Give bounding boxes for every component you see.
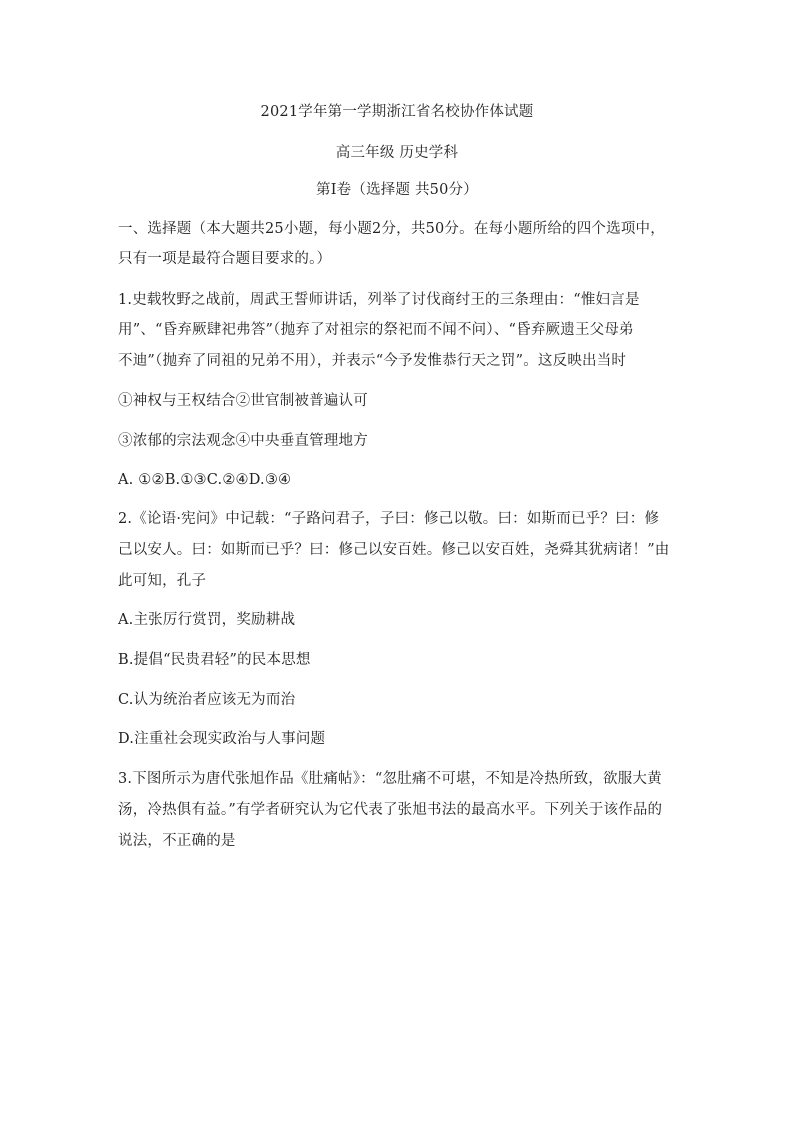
exam-title: 2021学年第一学期浙江省名校协作体试题 <box>260 104 534 120</box>
question-2-option-b: B.提倡“民贵君轻”的民本思想 <box>118 652 311 668</box>
exam-subtitle: 高三年级 历史学科 <box>335 145 459 161</box>
question-2-option-d: D.注重社会现实政治与人事问题 <box>118 731 326 747</box>
question-3-stem-line-1: 3.下图所示为唐代张旭作品《肚痛帖》：“忽肚痛不可堪，不知是冷热所致，欲服大黄 <box>118 771 662 787</box>
question-2-stem-line-2: 己以安人。曰：如斯而已乎？曰：修己以安百姓。修己以安百姓，尧舜其犹病诸！”由 <box>118 542 670 558</box>
question-1-stem-line-3: 不迪”（抛弃了同祖的兄弟不用），并表示“今予发惟恭行天之罚”。这反映出当时 <box>118 353 627 369</box>
question-2-stem-line-1: 2.《论语·宪问》中记载：“子路问君子，子曰：修己以敬。曰：如斯而已乎？曰：修 <box>118 511 660 527</box>
question-2-option-c: C.认为统治者应该无为而治 <box>118 692 296 708</box>
question-1-stem-line-1: 1.史载牧野之战前，周武王誓师讲话，列举了讨伐商纣王的三条理由：“惟妇言是 <box>118 292 640 308</box>
question-2-option-a: A.主张厉行赏罚，奖励耕战 <box>118 612 296 628</box>
question-1-stem-line-2: 用”、“昏弃厥肆祀弗答”（抛弃了对祖宗的祭祀而不闻不问）、“昏弃厥遗王父母弟 <box>118 322 634 338</box>
instructions-line-2: 只有一项是最符合题目要求的。） <box>118 251 332 267</box>
question-1-options: A. ①②B.①③C.②④D.③④ <box>118 472 292 488</box>
section-heading: 第I卷（选择题 共50分） <box>316 182 478 198</box>
question-2-stem-line-3: 此可知，孔子 <box>118 573 207 589</box>
instructions-line-1: 一、选择题（本大题共25小题，每小题2分，共50分。在每小题所给的四个选项中， <box>118 221 665 237</box>
question-1-statements-line-1: ①神权与王权结合②世官制被普遍认可 <box>118 393 368 409</box>
question-3-stem-line-3: 说法，不正确的是 <box>118 833 236 849</box>
question-3-stem-line-2: 汤，冷热俱有益。”有学者研究认为它代表了张旭书法的最高水平。下列关于该作品的 <box>118 802 663 818</box>
question-1-statements-line-2: ③浓郁的宗法观念④中央垂直管理地方 <box>118 433 368 449</box>
